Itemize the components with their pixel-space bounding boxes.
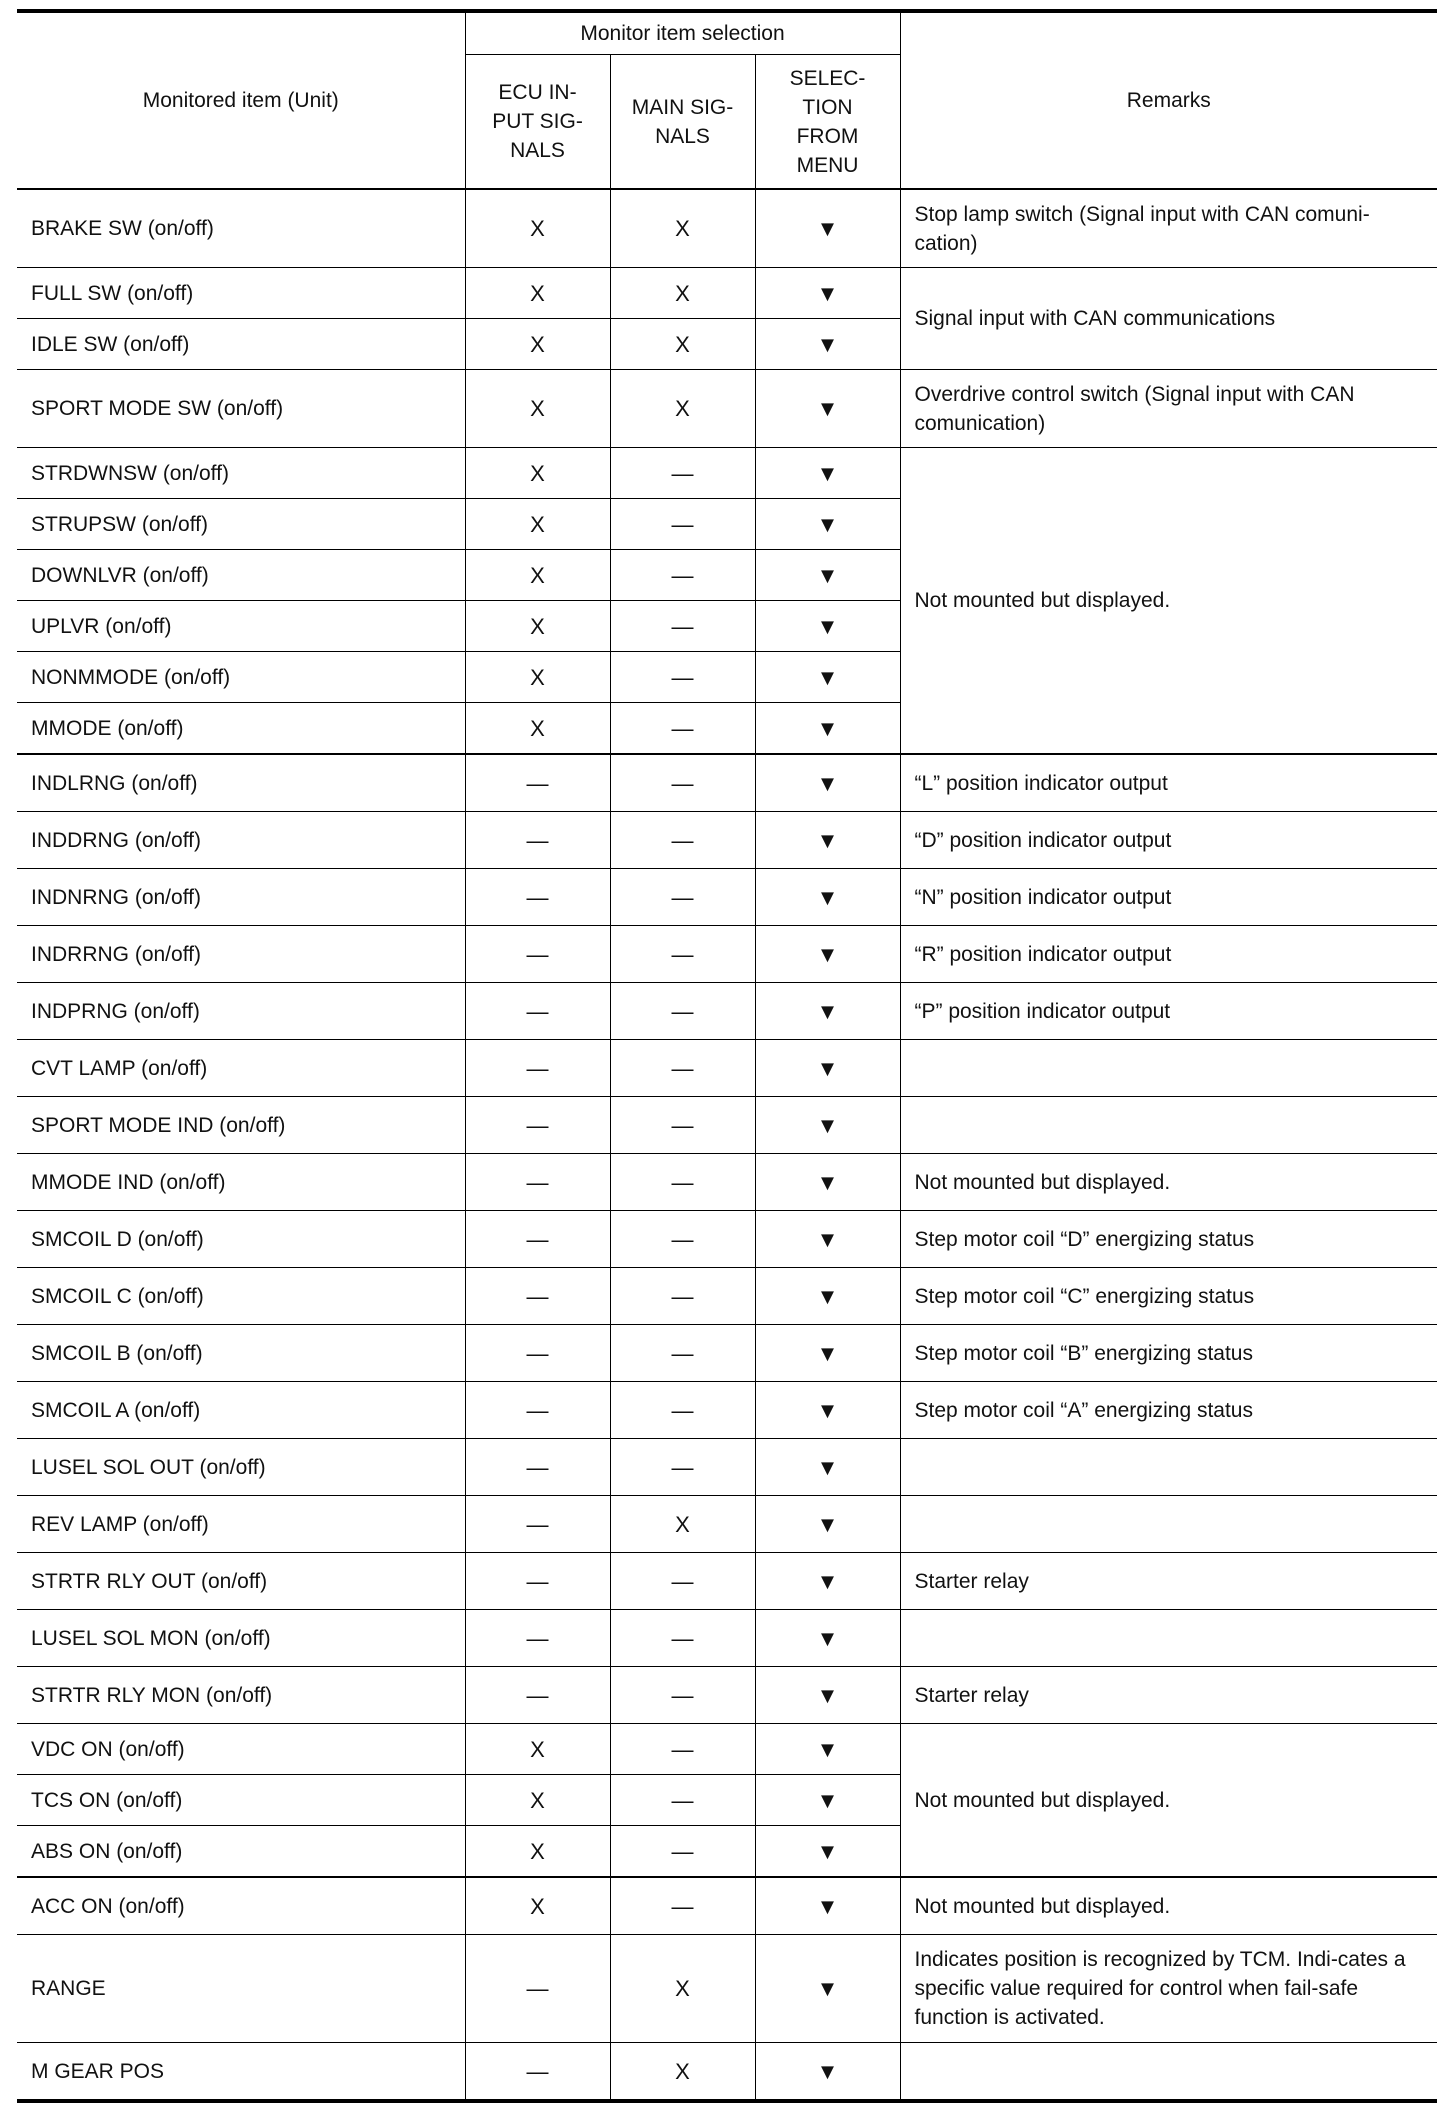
main-signals-cell: X <box>610 1935 755 2043</box>
main-signals-cell: — <box>610 1040 755 1097</box>
selection-from-menu-cell: ▼ <box>755 1211 900 1268</box>
selection-from-menu-cell: ▼ <box>755 601 900 652</box>
monitored-item-cell: SMCOIL B (on/off) <box>17 1325 465 1382</box>
remarks-cell: Not mounted but displayed. <box>900 1154 1437 1211</box>
selection-from-menu-cell: ▼ <box>755 869 900 926</box>
monitored-item-cell: LUSEL SOL OUT (on/off) <box>17 1439 465 1496</box>
monitored-item-cell: SPORT MODE SW (on/off) <box>17 370 465 448</box>
selection-from-menu-cell: ▼ <box>755 652 900 703</box>
table-row <box>17 2043 1437 2102</box>
selection-from-menu-cell: ▼ <box>755 1724 900 1775</box>
main-signals-cell: — <box>610 1325 755 1382</box>
selection-from-menu-cell: ▼ <box>755 1154 900 1211</box>
ecu-input-signals-cell: X <box>465 550 610 601</box>
table-row <box>17 1268 1437 1325</box>
selection-from-menu-cell: ▼ <box>755 1325 900 1382</box>
monitored-item-cell: UPLVR (on/off) <box>17 601 465 652</box>
ecu-input-signals-cell: — <box>465 1154 610 1211</box>
main-signals-cell: X <box>610 2043 755 2102</box>
ecu-input-signals-cell: — <box>465 1439 610 1496</box>
ecu-input-signals-cell: X <box>465 319 610 370</box>
main-signals-cell: — <box>610 1775 755 1826</box>
monitored-item-cell: RANGE <box>17 1935 465 2043</box>
ecu-input-signals-cell: — <box>465 1667 610 1724</box>
table-row <box>17 812 1437 869</box>
table-row <box>17 1097 1437 1154</box>
main-signals-cell: — <box>610 1439 755 1496</box>
main-signals-cell: — <box>610 812 755 869</box>
remarks-cell: “L” position indicator output <box>900 754 1437 812</box>
selection-from-menu-cell: ▼ <box>755 1935 900 2043</box>
main-signals-cell: X <box>610 1496 755 1553</box>
table-body <box>17 189 1437 2101</box>
selection-from-menu-cell: ▼ <box>755 1553 900 1610</box>
monitored-item-cell: STRUPSW (on/off) <box>17 499 465 550</box>
monitored-item-cell: SMCOIL A (on/off) <box>17 1382 465 1439</box>
monitored-item-cell: SPORT MODE IND (on/off) <box>17 1097 465 1154</box>
ecu-input-signals-cell: — <box>465 869 610 926</box>
main-signals-cell: — <box>610 983 755 1040</box>
selection-from-menu-cell: ▼ <box>755 1268 900 1325</box>
selection-from-menu-cell: ▼ <box>755 1826 900 1878</box>
monitored-item-cell: MMODE IND (on/off) <box>17 1154 465 1211</box>
monitored-item-cell: FULL SW (on/off) <box>17 268 465 319</box>
table-row <box>17 1553 1437 1610</box>
table-row <box>17 1040 1437 1097</box>
monitor-item-selection-header: Monitor item selection <box>465 11 900 55</box>
remarks-cell: Not mounted but displayed. <box>900 1724 1437 1878</box>
remarks-cell: “R” position indicator output <box>900 926 1437 983</box>
table-row <box>17 754 1437 812</box>
main-signals-cell: — <box>610 1154 755 1211</box>
table-row <box>17 1382 1437 1439</box>
selection-from-menu-cell: ▼ <box>755 1775 900 1826</box>
remarks-header: Remarks <box>900 11 1437 189</box>
main-signals-cell: — <box>610 1553 755 1610</box>
table-row <box>17 189 1437 268</box>
remarks-cell: “P” position indicator output <box>900 983 1437 1040</box>
main-signals-cell: X <box>610 189 755 268</box>
selection-from-menu-cell: ▼ <box>755 319 900 370</box>
monitored-item-cell: M GEAR POS <box>17 2043 465 2102</box>
main-signals-cell: — <box>610 754 755 812</box>
selection-from-menu-cell: ▼ <box>755 268 900 319</box>
ecu-input-signals-cell: — <box>465 983 610 1040</box>
remarks-cell: Starter relay <box>900 1553 1437 1610</box>
ecu-input-signals-cell: — <box>465 1040 610 1097</box>
main-signals-cell: — <box>610 1667 755 1724</box>
remarks-cell <box>900 1439 1437 1496</box>
monitored-item-cell: INDNRNG (on/off) <box>17 869 465 926</box>
table-row <box>17 926 1437 983</box>
ecu-input-signals-cell: X <box>465 1826 610 1878</box>
table-row <box>17 1211 1437 1268</box>
selection-from-menu-cell: ▼ <box>755 1496 900 1553</box>
selection-from-menu-cell: ▼ <box>755 754 900 812</box>
main-signals-cell: — <box>610 499 755 550</box>
remarks-cell <box>900 1040 1437 1097</box>
ecu-input-signals-cell: X <box>465 1877 610 1935</box>
monitored-item-cell: BRAKE SW (on/off) <box>17 189 465 268</box>
ecu-input-signals-cell: — <box>465 1268 610 1325</box>
main-signals-cell: — <box>610 1382 755 1439</box>
main-signals-cell: — <box>610 550 755 601</box>
main-signals-cell: X <box>610 370 755 448</box>
monitored-item-cell: SMCOIL C (on/off) <box>17 1268 465 1325</box>
table-row <box>17 1877 1437 1935</box>
monitor-item-table <box>17 9 1437 2103</box>
remarks-cell: Not mounted but displayed. <box>900 1877 1437 1935</box>
selection-from-menu-cell: ▼ <box>755 703 900 755</box>
selection-from-menu-cell: ▼ <box>755 1382 900 1439</box>
monitored-item-cell: SMCOIL D (on/off) <box>17 1211 465 1268</box>
ecu-input-signals-cell: — <box>465 754 610 812</box>
main-signals-header: MAIN SIG- NALS <box>610 55 755 190</box>
table-row <box>17 1325 1437 1382</box>
remarks-cell: Stop lamp switch (Signal input with CAN comuni-cation) <box>900 189 1437 268</box>
main-signals-cell: — <box>610 1268 755 1325</box>
selection-from-menu-cell: ▼ <box>755 926 900 983</box>
remarks-cell: Step motor coil “C” energizing status <box>900 1268 1437 1325</box>
selection-from-menu-cell: ▼ <box>755 370 900 448</box>
remarks-cell: Overdrive control switch (Signal input with CAN comunication) <box>900 370 1437 448</box>
table-row <box>17 448 1437 499</box>
ecu-input-signals-cell: — <box>465 1935 610 2043</box>
monitored-item-cell: NONMMODE (on/off) <box>17 652 465 703</box>
remarks-cell <box>900 1610 1437 1667</box>
table-row <box>17 1439 1437 1496</box>
ecu-input-signals-cell: — <box>465 812 610 869</box>
selection-from-menu-cell: ▼ <box>755 499 900 550</box>
selection-from-menu-cell: ▼ <box>755 983 900 1040</box>
selection-from-menu-cell: ▼ <box>755 1877 900 1935</box>
table-row <box>17 370 1437 448</box>
ecu-input-signals-cell: — <box>465 1382 610 1439</box>
ecu-input-signals-cell: — <box>465 1097 610 1154</box>
ecu-input-signals-cell: — <box>465 1211 610 1268</box>
main-signals-cell: — <box>610 1877 755 1935</box>
table-row <box>17 983 1437 1040</box>
monitored-item-cell: IDLE SW (on/off) <box>17 319 465 370</box>
remarks-cell: Not mounted but displayed. <box>900 448 1437 755</box>
table-row <box>17 268 1437 319</box>
remarks-cell: “D” position indicator output <box>900 812 1437 869</box>
monitored-item-cell: INDDRNG (on/off) <box>17 812 465 869</box>
remarks-cell <box>900 1496 1437 1553</box>
selection-from-menu-cell: ▼ <box>755 189 900 268</box>
selection-from-menu-cell: ▼ <box>755 1097 900 1154</box>
monitored-item-cell: DOWNLVR (on/off) <box>17 550 465 601</box>
monitored-item-header: Monitored item (Unit) <box>17 11 465 189</box>
ecu-input-signals-cell: X <box>465 1775 610 1826</box>
ecu-input-signals-header: ECU IN- PUT SIG- NALS <box>465 55 610 190</box>
table-row <box>17 1154 1437 1211</box>
table-row <box>17 869 1437 926</box>
selection-from-menu-cell: ▼ <box>755 1667 900 1724</box>
ecu-input-signals-cell: X <box>465 601 610 652</box>
selection-from-menu-header: SELEC- TION FROM MENU <box>755 55 900 190</box>
ecu-input-signals-cell: — <box>465 926 610 983</box>
remarks-cell: Step motor coil “A” energizing status <box>900 1382 1437 1439</box>
main-signals-cell: — <box>610 1724 755 1775</box>
main-signals-cell: — <box>610 1610 755 1667</box>
monitored-item-cell: INDLRNG (on/off) <box>17 754 465 812</box>
table-row <box>17 1667 1437 1724</box>
main-signals-cell: — <box>610 1826 755 1878</box>
remarks-cell: “N” position indicator output <box>900 869 1437 926</box>
selection-from-menu-cell: ▼ <box>755 2043 900 2102</box>
monitored-item-cell: STRTR RLY OUT (on/off) <box>17 1553 465 1610</box>
monitored-item-cell: INDRRNG (on/off) <box>17 926 465 983</box>
remarks-cell <box>900 1097 1437 1154</box>
monitored-item-cell: LUSEL SOL MON (on/off) <box>17 1610 465 1667</box>
monitored-item-cell: REV LAMP (on/off) <box>17 1496 465 1553</box>
remarks-cell: Step motor coil “D” energizing status <box>900 1211 1437 1268</box>
selection-from-menu-cell: ▼ <box>755 812 900 869</box>
remarks-cell: Indicates position is recognized by TCM. Indi-cates a specific value required for control when fail-safe function is activated. <box>900 1935 1437 2043</box>
table-row <box>17 1935 1437 2043</box>
selection-from-menu-cell: ▼ <box>755 550 900 601</box>
main-signals-cell: — <box>610 601 755 652</box>
main-signals-cell: — <box>610 703 755 755</box>
remarks-cell: Step motor coil “B” energizing status <box>900 1325 1437 1382</box>
ecu-input-signals-cell: X <box>465 268 610 319</box>
ecu-input-signals-cell: X <box>465 703 610 755</box>
ecu-input-signals-cell: X <box>465 1724 610 1775</box>
main-signals-cell: — <box>610 448 755 499</box>
main-signals-cell: — <box>610 1097 755 1154</box>
table-row <box>17 1610 1437 1667</box>
monitored-item-cell: STRDWNSW (on/off) <box>17 448 465 499</box>
ecu-input-signals-cell: — <box>465 1325 610 1382</box>
selection-from-menu-cell: ▼ <box>755 1610 900 1667</box>
main-signals-cell: — <box>610 926 755 983</box>
main-signals-cell: X <box>610 319 755 370</box>
table-row <box>17 1496 1437 1553</box>
selection-from-menu-cell: ▼ <box>755 1439 900 1496</box>
ecu-input-signals-cell: — <box>465 1496 610 1553</box>
ecu-input-signals-cell: — <box>465 1553 610 1610</box>
main-signals-cell: — <box>610 869 755 926</box>
monitored-item-cell: TCS ON (on/off) <box>17 1775 465 1826</box>
monitored-item-cell: VDC ON (on/off) <box>17 1724 465 1775</box>
remarks-cell: Signal input with CAN communications <box>900 268 1437 370</box>
ecu-input-signals-cell: X <box>465 499 610 550</box>
remarks-cell <box>900 2043 1437 2102</box>
monitored-item-cell: INDPRNG (on/off) <box>17 983 465 1040</box>
monitored-item-cell: CVT LAMP (on/off) <box>17 1040 465 1097</box>
table-row <box>17 1724 1437 1775</box>
monitored-item-cell: ABS ON (on/off) <box>17 1826 465 1878</box>
ecu-input-signals-cell: — <box>465 1610 610 1667</box>
monitored-item-cell: ACC ON (on/off) <box>17 1877 465 1935</box>
main-signals-cell: X <box>610 268 755 319</box>
ecu-input-signals-cell: X <box>465 652 610 703</box>
ecu-input-signals-cell: — <box>465 2043 610 2102</box>
main-signals-cell: — <box>610 1211 755 1268</box>
main-signals-cell: — <box>610 652 755 703</box>
selection-from-menu-cell: ▼ <box>755 448 900 499</box>
monitored-item-cell: STRTR RLY MON (on/off) <box>17 1667 465 1724</box>
monitored-item-cell: MMODE (on/off) <box>17 703 465 755</box>
ecu-input-signals-cell: X <box>465 370 610 448</box>
ecu-input-signals-cell: X <box>465 448 610 499</box>
ecu-input-signals-cell: X <box>465 189 610 268</box>
selection-from-menu-cell: ▼ <box>755 1040 900 1097</box>
remarks-cell: Starter relay <box>900 1667 1437 1724</box>
